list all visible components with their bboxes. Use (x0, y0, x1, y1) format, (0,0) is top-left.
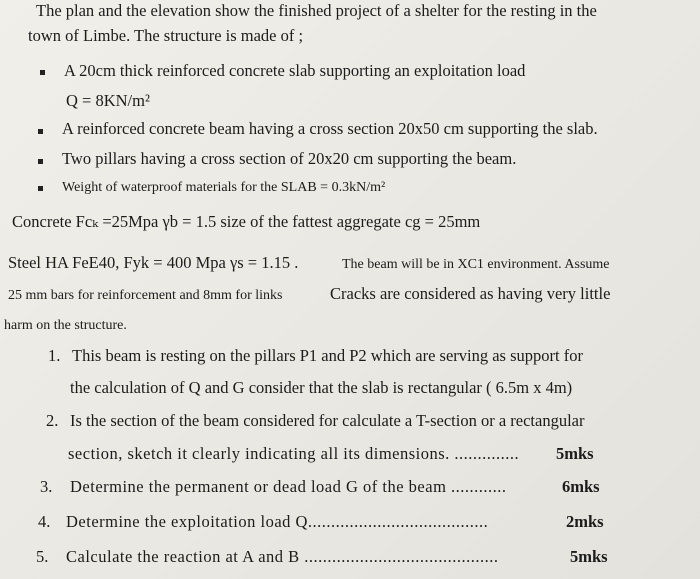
bullet-4: Weight of waterproof materials for the SLAB = 0.3kN/m² (62, 180, 386, 195)
intro-line-2: town of Limbe. The structure is made of ; (28, 26, 304, 45)
bullet-2: A reinforced concrete beam having a cross section 20x50 cm supporting the slab. (62, 119, 598, 138)
bullet-1-line-2: Q = 8KN/m² (66, 91, 150, 110)
bullet-marker (40, 70, 45, 75)
question-2-line-1: Is the section of the beam considered for calculate a T-section or a rectangular (70, 411, 585, 430)
question-1-line-2: the calculation of Q and G consider that the slab is rectangular ( 6.5m x 4m) (70, 378, 573, 397)
question-5-marks: 5mks (570, 547, 608, 566)
concrete-spec: Concrete Fcₖ =25Mpa γb = 1.5 size of the fattest aggregate cg = 25mm (12, 212, 481, 231)
question-4-number: 4. (38, 512, 51, 531)
question-2-line-2: section, sketch it clearly indicating all its dimensions. .............. (68, 444, 520, 463)
question-4-line-1: Determine the exploitation load Q....................................... (66, 512, 489, 531)
steel-spec-line-2a: 25 mm bars for reinforcement and 8mm for links (8, 288, 283, 303)
bullet-marker (38, 186, 43, 191)
bullet-1-line-1: A 20cm thick reinforced concrete slab supporting an exploitation load (64, 61, 526, 80)
steel-spec-part-1: Steel HA FeE40, Fyk = 400 Mpa γs = 1.15 . (8, 253, 299, 272)
bullet-3: Two pillars having a cross section of 20x20 cm supporting the beam. (62, 149, 517, 168)
question-3-line-1: Determine the permanent or dead load G of the beam ............ (70, 477, 507, 496)
question-3-marks: 6mks (562, 477, 600, 496)
steel-spec-line-3: harm on the structure. (4, 318, 127, 333)
intro-line-1: The plan and the elevation show the finished project of a shelter for the resting in the (36, 1, 597, 20)
question-5-line-1: Calculate the reaction at A and B .......................................... (66, 547, 499, 566)
question-1-line-1: This beam is resting on the pillars P1 and P2 which are serving as support for (72, 346, 583, 365)
bullet-marker (38, 159, 43, 164)
question-2-number: 2. (46, 411, 59, 430)
steel-spec-line-2b: Cracks are considered as having very little (330, 284, 611, 303)
question-2-marks: 5mks (556, 444, 594, 463)
steel-spec-part-2: The beam will be in XC1 environment. Assume (342, 257, 610, 272)
question-3-number: 3. (40, 477, 53, 496)
question-1-number: 1. (48, 346, 61, 365)
question-5-number: 5. (36, 547, 49, 566)
question-4-marks: 2mks (566, 512, 604, 531)
bullet-marker (38, 129, 43, 134)
